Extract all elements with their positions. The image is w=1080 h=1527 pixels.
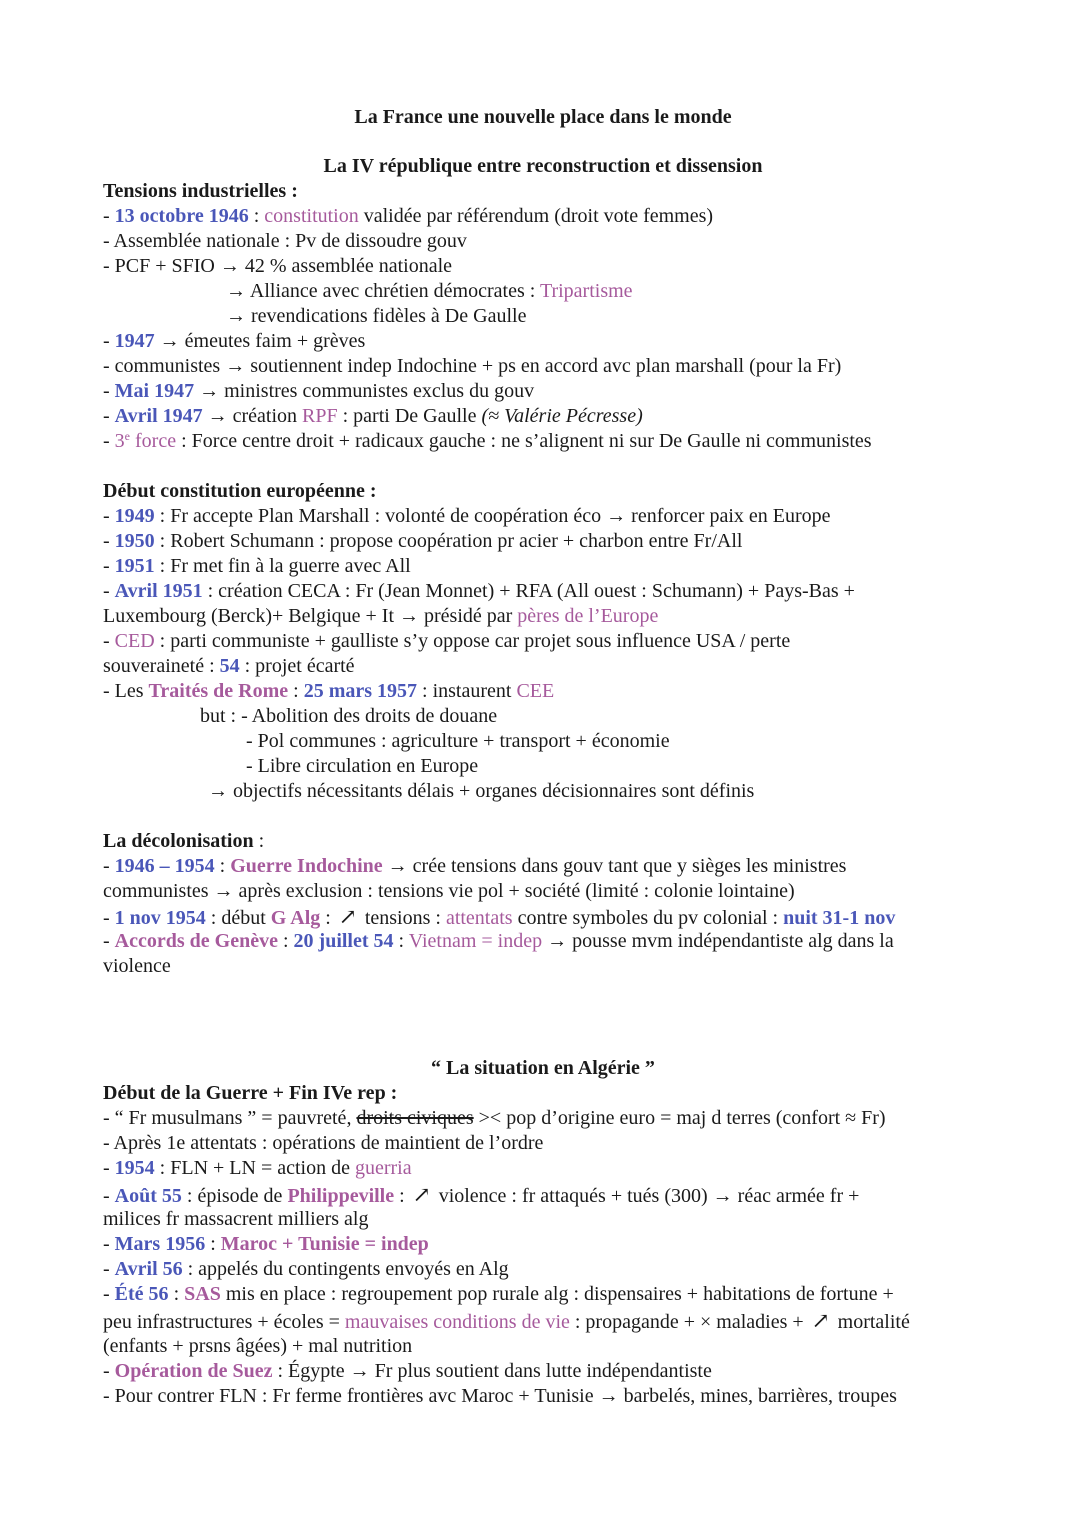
date: 1951 — [114, 555, 155, 577]
text: : Robert Schumann : propose coopération pr acier + charbon entre Fr/All — [154, 530, 743, 552]
key-term: CEE — [516, 680, 555, 702]
text-line — [103, 1257, 509, 1282]
text: : épisode de — [181, 1185, 288, 1207]
text: - — [103, 1283, 115, 1305]
text: : — [277, 930, 294, 952]
text: - “ Fr musulmans ” = pauvreté, — [103, 1107, 357, 1129]
text: - — [103, 505, 115, 527]
text-line — [103, 1282, 894, 1307]
text: : — [168, 1283, 185, 1305]
text-line: - Après 1e attentats : opérations de maintient de l’ordre — [103, 1132, 544, 1154]
text-line — [103, 504, 831, 529]
text-line: communistes → après exclusion : tensions vie pol + société (limité : colonie lointaine) — [103, 880, 795, 902]
text: - — [103, 430, 115, 452]
date: Mai 1947 — [114, 380, 195, 402]
date: 1 nov 1954 — [114, 907, 206, 929]
text: - — [103, 530, 115, 552]
key-term: pères de l’Europe — [517, 605, 659, 627]
key-term: G Alg — [270, 907, 321, 929]
text: : — [205, 1233, 221, 1255]
text: Luxembourg (Berck)+ Belgique + It → présidé par — [103, 605, 518, 627]
text: : propagande + × maladies + — [569, 1311, 809, 1333]
date: Avril 1947 — [114, 405, 203, 427]
date: 54 — [219, 655, 240, 677]
text: → Alliance avec chrétien démocrates : — [226, 280, 540, 302]
text-line: milices fr massacrent milliers alg — [103, 1208, 369, 1230]
text-line: - PCF + SFIO → 42 % assemblée nationale — [103, 255, 453, 277]
key-term: 3 — [114, 430, 125, 452]
text: - — [103, 1233, 115, 1255]
document-subtitle: La IV république entre reconstruction et dissension — [323, 155, 763, 177]
text: souveraineté : — [103, 655, 220, 677]
text: - — [103, 380, 115, 402]
text-line — [226, 279, 633, 304]
date: 1949 — [114, 505, 155, 527]
text-line — [103, 1359, 712, 1384]
text-line — [103, 1232, 429, 1257]
key-term: RPF — [302, 405, 338, 427]
date: Été 56 — [114, 1283, 169, 1305]
key-term: constitution — [264, 205, 359, 227]
struck-text: droits civiques — [356, 1107, 474, 1129]
text: : parti De Gaulle — [337, 405, 482, 427]
section-title-algerie: “ La situation en Algérie ” — [431, 1057, 655, 1079]
date: Mars 1956 — [114, 1233, 206, 1255]
key-term: Opération de Suez — [114, 1360, 273, 1382]
text: - Les — [103, 680, 149, 702]
text: - — [103, 930, 115, 952]
text-line — [103, 929, 894, 954]
document-title: La France une nouvelle place dans le monde — [354, 106, 732, 128]
arrow-up-icon: ↗ — [811, 1308, 830, 1333]
text: mortalité — [832, 1311, 910, 1333]
key-term: Vietnam = indep — [408, 930, 543, 952]
text-line — [103, 1182, 859, 1207]
text: - — [103, 1157, 115, 1179]
text: : parti communiste + gaulliste s’y oppose car projet sous influence USA / perte — [154, 630, 791, 652]
key-term: mauvaises conditions de vie — [344, 1311, 570, 1333]
text-line — [103, 904, 895, 929]
text: - — [103, 1185, 115, 1207]
date: Avril 1951 — [114, 580, 203, 602]
text: : création CECA : Fr (Jean Monnet) + RFA (All ouest : Schumann) + Pays-Bas + — [202, 580, 855, 602]
key-term: force — [130, 430, 177, 452]
text: validée par référendum (droit vote femmes) — [358, 205, 714, 227]
text-line: → revendications fidèles à De Gaulle — [226, 305, 527, 327]
text-line — [103, 1308, 910, 1333]
arrow-up-icon: ↗ — [412, 1182, 431, 1207]
text-line: - Pour contrer FLN : Fr ferme frontières avc Maroc + Tunisie → barbelés, mines, barrières, troupes — [103, 1385, 897, 1407]
date: 1946 – 1954 — [114, 855, 215, 877]
text-line — [103, 329, 365, 354]
text-line: (enfants + prsns âgées) + mal nutrition — [103, 1335, 413, 1357]
date: 1954 — [114, 1157, 155, 1179]
text: - — [103, 630, 115, 652]
text: : Fr accepte Plan Marshall : volonté de coopération éco → renforcer paix en Europe — [154, 505, 831, 527]
text: contre symboles du pv colonial : — [512, 907, 784, 929]
text: - — [103, 1258, 115, 1280]
text-line: - Pol communes : agriculture + transport + économie — [246, 730, 670, 752]
text-line — [103, 554, 411, 579]
text-line — [103, 654, 355, 679]
date: 20 juillet 54 — [293, 930, 394, 952]
text: : Fr met fin à la guerre avec All — [154, 555, 411, 577]
text: - — [103, 205, 115, 227]
key-term: Maroc + Tunisie = indep — [220, 1233, 429, 1255]
text: : appelés du contingents envoyés en Alg — [182, 1258, 509, 1280]
text-line — [103, 529, 742, 554]
italic-note: (≈ Valérie Pécresse) — [481, 405, 643, 427]
text: - — [103, 405, 115, 427]
section-heading-tensions: Tensions industrielles : — [103, 180, 298, 202]
text: : Égypte → Fr plus soutient dans lutte indépendantiste — [272, 1360, 712, 1382]
text: tensions : — [359, 907, 446, 929]
text-line: → objectifs nécessitants délais + organes décisionnaires sont définis — [208, 780, 755, 802]
text-line — [103, 379, 534, 404]
key-term: attentats — [445, 907, 513, 929]
text-line — [103, 604, 658, 629]
key-term: guerria — [354, 1157, 412, 1179]
text-line — [103, 679, 554, 704]
date: 25 mars 1957 — [303, 680, 418, 702]
text-line — [103, 204, 713, 229]
text: mis en place : regroupement pop rurale alg : dispensaires + habitations de fortune + — [220, 1283, 894, 1305]
text: - — [103, 330, 115, 352]
heading-colon: : — [253, 830, 265, 852]
text-line: but : - Abolition des droits de douane — [200, 705, 498, 727]
date: nuit 31-1 nov — [783, 907, 896, 929]
date: 1950 — [114, 530, 155, 552]
key-term: Traités de Rome — [148, 680, 289, 702]
text: : FLN + LN = action de — [154, 1157, 355, 1179]
date: 13 octobre 1946 — [114, 205, 249, 227]
text: → crée tensions dans gouv tant que y sièges les ministres — [382, 855, 847, 877]
text-line: - Assemblée nationale : Pv de dissoudre gouv — [103, 230, 467, 252]
text-line — [103, 1106, 886, 1131]
text: - — [103, 1360, 115, 1382]
text: : — [320, 907, 336, 929]
superscript: e — [124, 429, 130, 443]
arrow-up-icon: ↗ — [338, 904, 358, 929]
key-term: Guerre Indochine — [230, 855, 383, 877]
key-term: Tripartisme — [539, 280, 633, 302]
key-term: SAS — [184, 1283, 221, 1305]
text: - — [103, 855, 115, 877]
key-term: Accords de Genève — [114, 930, 278, 952]
text-line — [103, 854, 846, 879]
text: >< pop d’origine euro = maj d terres (confort ≈ Fr) — [473, 1107, 886, 1129]
text: : — [214, 855, 231, 877]
text: - — [103, 555, 115, 577]
text: : — [248, 205, 265, 227]
text-line — [103, 1156, 412, 1181]
key-term: Philippeville — [287, 1185, 395, 1207]
text: : projet écarté — [239, 655, 355, 677]
text: : — [394, 1185, 410, 1207]
text: : — [288, 680, 304, 702]
text-line — [103, 429, 872, 454]
text: peu infrastructures + écoles = — [103, 1311, 345, 1333]
text-line — [103, 404, 643, 429]
text: → émeutes faim + grèves — [154, 330, 366, 352]
text: → ministres communistes exclus du gouv — [194, 380, 535, 402]
text: → pousse mvm indépendantiste alg dans la — [542, 930, 894, 952]
section-heading-europe: Début constitution européenne : — [103, 480, 377, 502]
text-line: violence — [103, 955, 171, 977]
date: Avril 56 — [114, 1258, 183, 1280]
text-line: - Libre circulation en Europe — [246, 755, 479, 777]
text: - — [103, 580, 115, 602]
text-line — [103, 579, 855, 604]
text: → création — [202, 405, 303, 427]
text: violence : fr attaqués + tués (300) → réac armée fr + — [433, 1185, 860, 1207]
heading-text: La décolonisation — [103, 830, 254, 852]
key-term: CED — [114, 630, 155, 652]
text: - — [103, 907, 115, 929]
text: : Force centre droit + radicaux gauche : ne s’alignent ni sur De Gaulle ni communistes — [176, 430, 872, 452]
text: : — [393, 930, 409, 952]
section-heading-decolonisation — [103, 829, 264, 854]
section-heading-algerie: Début de la Guerre + Fin IVe rep : — [103, 1082, 398, 1104]
date: 1947 — [114, 330, 155, 352]
text-line: - communistes → soutiennent indep Indochine + ps en accord avc plan marshall (pour la Fr) — [103, 355, 842, 377]
text: : début — [205, 907, 271, 929]
text: : instaurent — [417, 680, 517, 702]
text-line — [103, 629, 790, 654]
date: Août 55 — [114, 1185, 182, 1207]
